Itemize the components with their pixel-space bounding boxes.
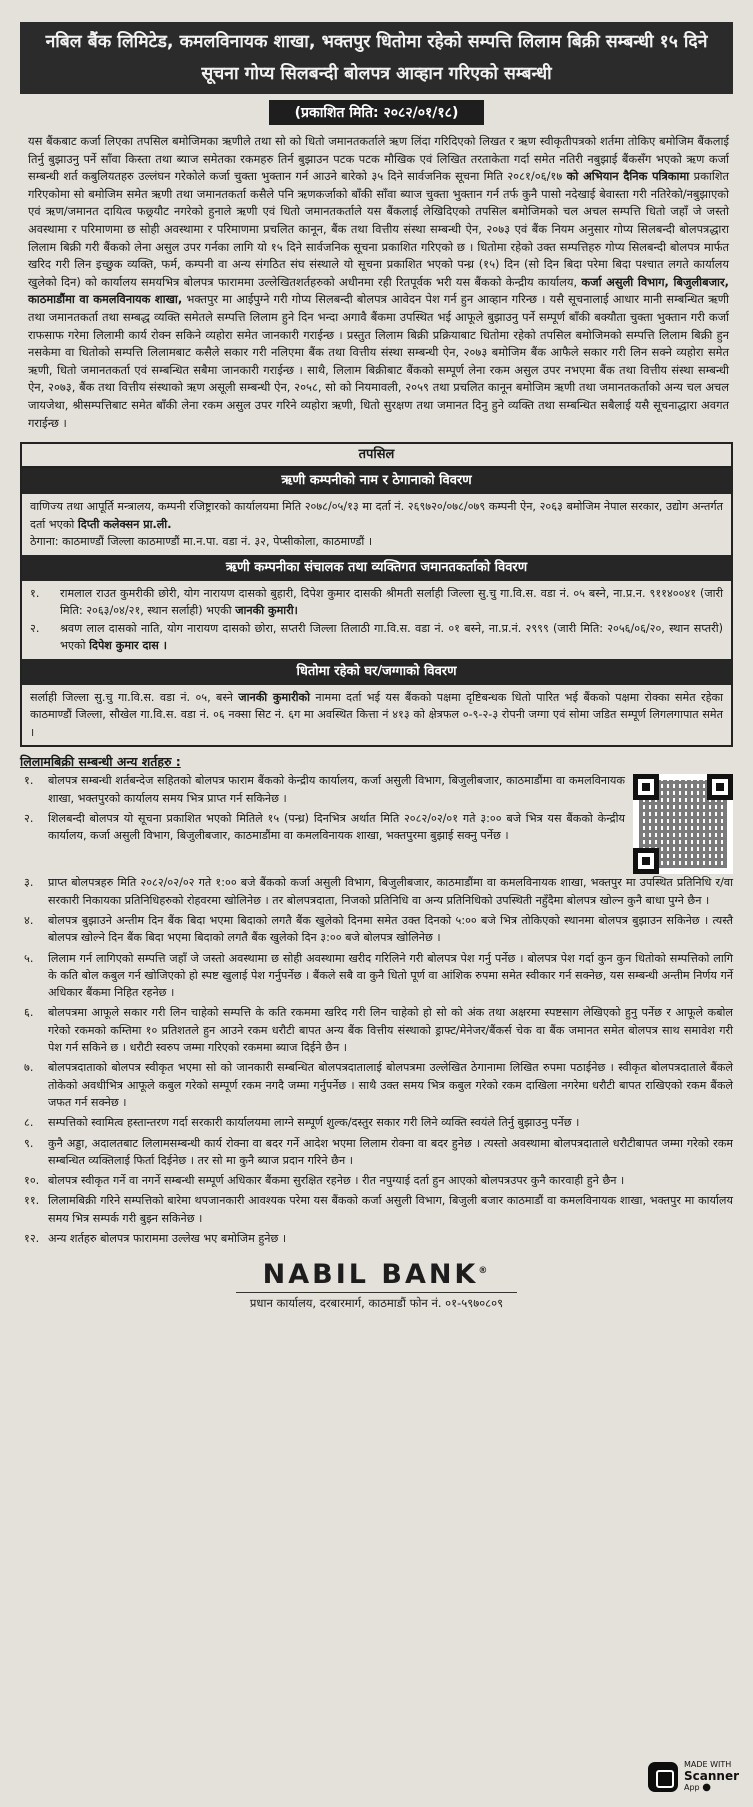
condition-item xyxy=(20,1135,733,1170)
qr-finder xyxy=(633,848,659,874)
condition-text: अन्य शर्तहरु बोलपत्र फाराममा उल्लेख भए बमोजिम हुनेछ । xyxy=(48,1232,287,1246)
notice-headline: नबिल बैंक लिमिटेड, कमलविनायक शाखा, भक्तपुर धितोमा रहेको सम्पत्ति लिलाम बिक्री सम्बन्धी १५ दिने सूचना गोप्य सिलबन्दी बोलपत्र आव्हान गरिएको सम्बन्धी xyxy=(20,22,733,94)
condition-text: सम्पत्तिको स्वामित्व हस्तान्तरण गर्दा सरकारी कार्यालयमा लाग्ने सम्पूर्ण शुल्क/दस्तुर सकार गरी लिने व्यक्ति स्वयंले तिर्नु बुझाउनु पर्नेछ । xyxy=(48,1116,580,1130)
conditions-top xyxy=(20,772,733,874)
intro-newspaper: को अभियान दैनिक पत्रिकामा xyxy=(566,169,690,184)
registered-mark: ® xyxy=(478,1266,491,1277)
condition-text: बोलपत्र बुझाउने अन्तीम दिन बैंक बिदा भएमा बिदाको लगतै बैंक खुलेको दिनमा समेत उक्त दिनको ५:०० बजे भित्र तोकिएको स्थानमा बोलपत्र बुझाउन सकिनेछ । त्यस्तै बोलपत्र खोल्ने दिन बैंक बिदा भएमा बिदाको लगतै बैंक खुलेको दिन ३:०० बजे बोलपत्र खोलिनेछ । xyxy=(48,913,733,945)
condition-item xyxy=(20,1059,733,1111)
condition-item xyxy=(20,1172,733,1189)
intro-text-2: प्रकाशित गरिएकोमा सो बमोजिम समेत ऋणी तथा जमानतकर्ता कसैले पनि ऋणकर्जाको बाँकी साँवा ब्याज चुक्ता भुक्तान गर्न तर्फ कुनै पासो नदेखाई बेवास्ता गरी नतिरेको/नबुझाएको एवं ऋण/जमानत दायित्व फछ्र्यौट नगरेको हुनाले ऋणी एवं धितो जमानतकर्ताले यस बैंकलाई लेखिदिएको तपसिल बमोजिमको चल अचल सम्पत्ति धितो जहाँ जे जस्तो अवस्थामा र परिमाणमा छ सोही अवस्थामा र परिमाणमा प्रचलित कानून, बैंक तथा वित्तीय संस्था सम्बन्धी ऐन, २०७३ एवं बैंक नियम अनुसार गोप्य सिलबन्दी बोलपत्रद्धारा लिलाम बिक्री गरी बैंकको लेना असुल उपर गर्नका लागि यो १५ दिने सार्वजनिक सूचना प्रकाशित गरिएको छ । धितोमा रहेको उक्त सम्पत्तिहरु गोप्य सिलबन्दी बोलपत्र मार्फत खरिद गरी लिन इच्छुक व्यक्ति, फर्म, कम्पनी वा अन्य संगठित संघ संस्थाले यो सूचना प्रकाशित भएको पन्ध्र (१५) दिन (सो दिन बिदा परेमा बिदा पश्चात लगते कार्यालय खुलेको दिन) को कार्यालय समयभित्र बोलपत्र फाराममा उल्लेखितशर्तहरुको अधीनमा रही रितपूर्वक भरी यस बैंकको केन्द्रीय कार्यालय, xyxy=(28,169,730,289)
condition-number: ९. xyxy=(24,1136,34,1150)
badge-sub: App xyxy=(684,1783,700,1792)
condition-number: ६. xyxy=(24,1006,34,1020)
condition-text: बोलपत्रदाताको बोलपत्र स्वीकृत भएमा सो को जानकारी सम्बन्धित बोलपत्रदातालाई बोलपत्रमा उल्लेखित ठेगानामा लिखित रुपमा पठाईनेछ । स्वीकृत बोलपत्रदाताले बैंकले तोकेको अवधीभित्र आफूले कबुल गरेको सम्पूर्ण रकम नगदै जम्मा गर्नुपर्नेछ । साथै उक्त समय भित्र कबुल गरेको रकम दाखिला नगरेमा धरौटी बापत राखिएको रकम बैंकले जफत गर्न सक्नेछ । xyxy=(48,1061,733,1109)
condition-text: बोलपत्र सम्बन्धी शर्तबन्देज सहितको बोलपत्र फाराम बैंकको केन्द्रीय कार्यालय, कर्जा असुली विभाग, बिजुलीबजार, काठमाडौंमा वा कमलविनायक शाखा, भक्तपुरको कार्यालय समय भित्र प्राप्त गर्न सकिनेछ । xyxy=(48,774,625,805)
condition-text: बोलपत्र स्वीकृत गर्ने वा नगर्ने सम्बन्धी सम्पूर्ण अधिकार बैंकमा सुरक्षित रहनेछ । रीत नपुग्याई दर्ता हुन आएको बोलपत्रउपर कुनै कारवाही हुने छैन । xyxy=(48,1174,625,1188)
condition-item xyxy=(20,1230,733,1247)
condition-text: लिलाम गर्न लागिएको सम्पत्ति जहाँ जे जस्तो अवस्थामा छ सोही अवस्थामा खरीद गरिलिने गरी बोलपत्र पेश गर्नु पर्नेछ । बोलपत्र पेश गर्दा कुन कुन धितोको सम्पत्तिको लागि के कति बोल कबुल गर्न खोजिएको हो स्पष्ट खुलाई पेश गर्नुपर्नेछ । बैंकले सबै वा कुनै धितो पूर्ण वा आंशिक रुपमा समेत स्वीकार गर्न सक्नेछ, यस सम्बन्धी अन्तीम निर्णय गर्ने अधिकार बैंकमा निहित रहनेछ । xyxy=(48,951,733,1000)
conditions-heading: लिलामबिक्री सम्बन्धी अन्य शर्तहरु : xyxy=(20,754,181,770)
guarantor-list xyxy=(22,581,731,659)
guarantor-band: ऋणी कम्पनीका संचालक तथा व्यक्तिगत जमानतकर्ताको विवरण xyxy=(22,555,731,581)
condition-text: शिलबन्दी बोलपत्र यो सूचना प्रकाशित भएको मितिले १५ (पन्ध्र) दिनभित्र अर्थात मिति २०८२/०२/०१ गते ३:०० बजे भित्र यस बैंकको केन्द्रीय कार्यालय, कर्जा असुली विभाग, बिजुलीबजार, काठमाडौंमा वा कमलविनायक शाखा, भक्तपुरमा बुझाई सक्नु पर्नेछ । xyxy=(48,811,625,843)
publish-date-row xyxy=(18,100,735,125)
intro-text-1: यस बैंकबाट कर्जा लिएका तपसिल बमोजिमका ऋणीले तथा सो को धितो जमानतकर्ताले ऋण लिंदा गरिदिएको लिखत र ऋण स्वीकृतीपत्रको शर्तमा तोकिए बमोजिम बैंकलाई तिर्नु बुझाउनु पर्ने साँवा किस्ता तथा ब्याज समेतका रकमहरु तिर्न बुझाउन पटक पटक मौखिक एवं लिखित तरताकेता गर्दा समेत नतिरी नबुझाई बैंकसँग भएको ऋण कर्जा सम्बन्धी शर्त कबुलियतहरु उल्लंघन गरेकोले कर्जा चुक्ता भुक्तान गर्न आउने बारेको ३५ दिने सार्वजनिक सूचना मिति २०८१/०६/१७ xyxy=(28,134,729,184)
intro-department: कर्जा असुली विभाग, बिजुलीबजार, काठमाडौंमा वा कमलविनायक शाखा, xyxy=(28,274,729,307)
badge-name: Scanner xyxy=(684,1769,739,1783)
condition-text: बोलपत्रमा आफूले सकार गरी लिन चाहेको सम्पत्ति के कति रकममा खरिद गरी लिन चाहेको हो सो को अंक तथा अक्षरमा स्पष्टसाग लेखिएको हुनु पर्नेछ र आफूले कबोल गरेको रकमको कम्तिमा १० प्रतिशतले हुन आउने रकम धरौटी बापत अन्य बैंक वित्तीय संस्थाको ड्राफ्ट/मेनेजर/बैंकर्स चेक वा बैंक जमानत समेत बोलपत्र साथ समावेश गरी पेश गर्न सकिने छ । धरौटी स्वरुप जम्मा गरिएको रकममा ब्याज दिईने छैन । xyxy=(48,1006,733,1055)
guarantor-number: १. xyxy=(30,586,40,600)
qr-finder xyxy=(633,774,659,800)
schedule-box xyxy=(20,442,733,747)
condition-item xyxy=(20,810,625,845)
condition-item xyxy=(20,950,733,1002)
guarantor-text xyxy=(60,620,723,655)
logo-text: NABIL BANK xyxy=(262,1259,479,1291)
condition-item xyxy=(20,1114,733,1131)
borrower-details xyxy=(22,494,731,555)
company-name: दिप्ती कलेक्सन प्रा.ली. xyxy=(77,517,172,531)
condition-number: ७. xyxy=(24,1061,34,1075)
condition-number: २. xyxy=(24,811,34,825)
apple-icon: ● xyxy=(702,1782,711,1793)
borrower-band: ऋणी कम्पनीको नाम र ठेगानाको विवरण xyxy=(22,468,731,494)
condition-number: ११. xyxy=(24,1194,40,1208)
head-office-address: प्रधान कार्यालय, दरबारमार्ग, काठमाडौं फोन नं. ०१-५९७०८०९ xyxy=(236,1292,517,1311)
condition-number: १२. xyxy=(24,1232,40,1246)
collateral-text-1: सर्लाही जिल्ला सु.चु गा.वि.स. वडा नं. ०५, बस्ने xyxy=(30,690,233,704)
condition-text: कुनै अड्डा, अदालतबाट लिलामसम्बन्धी कार्य रोक्ना वा बदर गर्ने आदेश भएमा लिलाम रोक्ना वा बदर हुनेछ । त्यस्तो अवस्थामा बोलपत्रदाताले धरौटीबापत जम्मा गरेको रकम सम्बन्धित व्यक्तिलाई फिर्ता दिईनेछ । तर सो मा कुनै ब्याज प्रदान गरिने छैन । xyxy=(48,1136,733,1167)
condition-item xyxy=(20,1192,733,1227)
conditions-section xyxy=(20,753,733,1247)
collateral-text-2: नाममा दर्ता भई यस बैंकको पक्षमा दृष्टिबन्धक धितो पारित भई बैंकको पक्षमा रोक्का समेत रहेका काठमाण्डौं जिल्ला, सौखेल गा.वि.स. वडा नं. ०६ नक्सा सिट नं. ६ग मा अवस्थित कित्ता नं ४१३ को क्षेत्रफल ०-९-२-३ रोपनी जग्गा एवं सोमा जडित सम्पूर्ण लिगलगापात समेत । xyxy=(30,690,724,739)
condition-text: लिलामबिक्री गरिने सम्पत्तिको बारेमा थपजानकारी आवश्यक परेमा यस बैंकको कर्जा असुली विभाग, बिजुली बजार काठमाडौं वा कमलविनायक शाखा, भक्तपुर मा कार्यालय समय भित्र सम्पर्क गरी बुझ्न सकिनेछ । xyxy=(48,1194,733,1225)
company-address: ठेगाना: काठमाण्डौं जिल्ला काठमाण्डौं मा.न.पा. वडा नं. ३२, पेप्सीकोला, काठमाण्डौं । xyxy=(30,535,373,549)
publish-date: (प्रकाशित मिति: २०८२/०१/१८) xyxy=(269,100,485,125)
guarantor-name: दिपेश कुमार दास । xyxy=(89,639,167,653)
scanner-app-icon xyxy=(648,1762,678,1792)
company-registration: वाणिज्य तथा आपूर्ति मन्त्रालय, कम्पनी रजिष्ट्रारको कार्यालयमा मिति २०७८/०५/१३ मा दर्ता नं. २६९७२०/०७८/०७९ कम्पनी ऐन, २०६३ बमोजिम नेपाल सरकार, उद्योग अन्तर्गत दर्ता भएको xyxy=(30,500,723,531)
qr-code[interactable] xyxy=(633,774,733,874)
scanner-app-badge xyxy=(648,1760,739,1793)
intro-text-3: भक्तपुर मा आईपुग्ने गरी गोप्य सिलबन्दी बोलपत्र आवेदन पेश गर्न हुन आव्हान गरिन्छ । यसै सूचनालाई आधार मानी सम्बन्धित ऋणी तथा जमानतकर्ता तथा सम्बद्ध व्यक्ति समेतले सम्पत्ति लिलाम हुने दिन भन्दा अगावै बैंकमा उपस्थित भई आफूले बुझाउनु पर्ने सम्पूर्ण बाँकी बक्यौता चुक्ता भुक्तान गरी कर्जा राफसाफ गरेमा लिलामी कार्य रोक्न सकिने व्यहोरा समेत जानकारी गराईन्छ । प्रस्तुत लिलाम बिक्री प्रक्रियाबाट धितोमा रहेको तपसिल बमोजिमको सम्पत्ति लिलाम बिक्री हुन नसकेमा वा धितोको सम्पत्ति लिलामबाट कसैले सकार गरी नलिएमा बैंक तथा वित्तीय संस्था सम्बन्धी ऐन, २०७३ बमोजिम बैंक आफैले सकार गरी लिन सक्ने व्यहोरा समेत ऋणी, धितो जमानतकर्ता एवं सम्बन्धित सबैमा जानकारी गराईन्छ । साथै, लिलाम बिक्रीबाट बैंकको सम्पूर्ण लेना रकम असुल उपर नभएमा बैंक तथा वित्तीय संस्था सम्बन्धी ऐन, २०७३, बैंक तथा वित्तीय संस्थाको ऋण असूली सम्बन्धी ऐन, २०५८, सो को नियमावली, २०५९ तथा प्रचलित कानून बमोजिम ऋणी तथा जमानतकर्ताको अन्य चल अचल जायजेथा, श्रीसम्पत्तिबाट समेत बाँकी लेना रकम असुल उपर गरिने व्यहोरा ऋणी, धितो सुरक्षण तथा जमानत दिनु हुने व्यक्ति तथा सम्बन्धित सबैलाई यसै सूचनाद्धारा अवगत गराईन्छ । xyxy=(28,292,729,430)
condition-number: ५. xyxy=(24,951,34,965)
condition-item xyxy=(20,874,733,909)
condition-number: ४. xyxy=(24,913,34,927)
guarantor-name: जानकी कुमारी। xyxy=(235,604,298,618)
footer xyxy=(18,1259,735,1311)
schedule-title: तपसिल xyxy=(22,444,731,468)
guarantor-number: २. xyxy=(30,621,40,635)
badge-made-with: MADE WITH xyxy=(684,1760,732,1769)
condition-item xyxy=(20,912,733,947)
guarantor-detail: रामलाल राउत कुमरीकी छोरी, योग नारायण दासको बुहारी, दिपेश कुमार दासकी श्रीमती सर्लाही जिल्ला सु.चु गा.वि.स. वडा नं. ०५ बस्ने, ना.प्र.न. ९११४००४१ (जारी मिति: २०६३/०४/२१, स्थान सर्लाही) भएकी xyxy=(60,586,723,618)
collateral-band: धितोमा रहेको घर/जग्गाको विवरण xyxy=(22,659,731,685)
scanner-app-text xyxy=(684,1760,739,1793)
condition-number: १. xyxy=(24,774,34,788)
qr-finder xyxy=(707,774,733,800)
condition-item xyxy=(20,772,625,807)
condition-number: १०. xyxy=(24,1174,40,1188)
guarantor-item xyxy=(30,585,723,620)
condition-text: प्राप्त बोलपत्रहरु मिति २०८२/०२/०२ गते १:०० बजे बैंकको कर्जा असुली विभाग, बिजुलीबजार, काठमाडौंमा वा कमलविनायक शाखा, भक्तपुर मा उपस्थित प्रतिनिधि र/वा सरकारी निकायका प्रतिनिधिहरुको रोहवरमा खोलिनेछ । तर बोलपत्रदाता, निजको प्रतिनिधि वा अन्य प्रतिनिधिको उपस्थिती नहुँदैमा बोलपत्र खोल्न कुनै बाधा पुग्ने छैन । xyxy=(48,876,733,907)
condition-number: ८. xyxy=(24,1116,34,1130)
guarantor-text xyxy=(60,585,723,620)
guarantor-item xyxy=(30,620,723,655)
conditions-top-list xyxy=(20,772,625,874)
condition-item xyxy=(20,1004,733,1056)
collateral-details xyxy=(22,685,731,746)
guarantor-detail: श्रवण लाल दासको नाति, योग नारायण दासको छोरा, सप्तरी जिल्ला तिलाठी गा.वि.स. वडा नं. ०१ बस्ने, ना.प्र.नं. २९९९ (जारी मिति: २०५६/०६/२०, स्थान सप्तरी) भएको xyxy=(60,621,723,653)
nabil-bank-logo xyxy=(18,1259,735,1290)
intro-paragraph xyxy=(18,133,735,432)
collateral-owner: जानकी कुमारीको xyxy=(238,690,311,704)
condition-number: ३. xyxy=(24,876,34,890)
